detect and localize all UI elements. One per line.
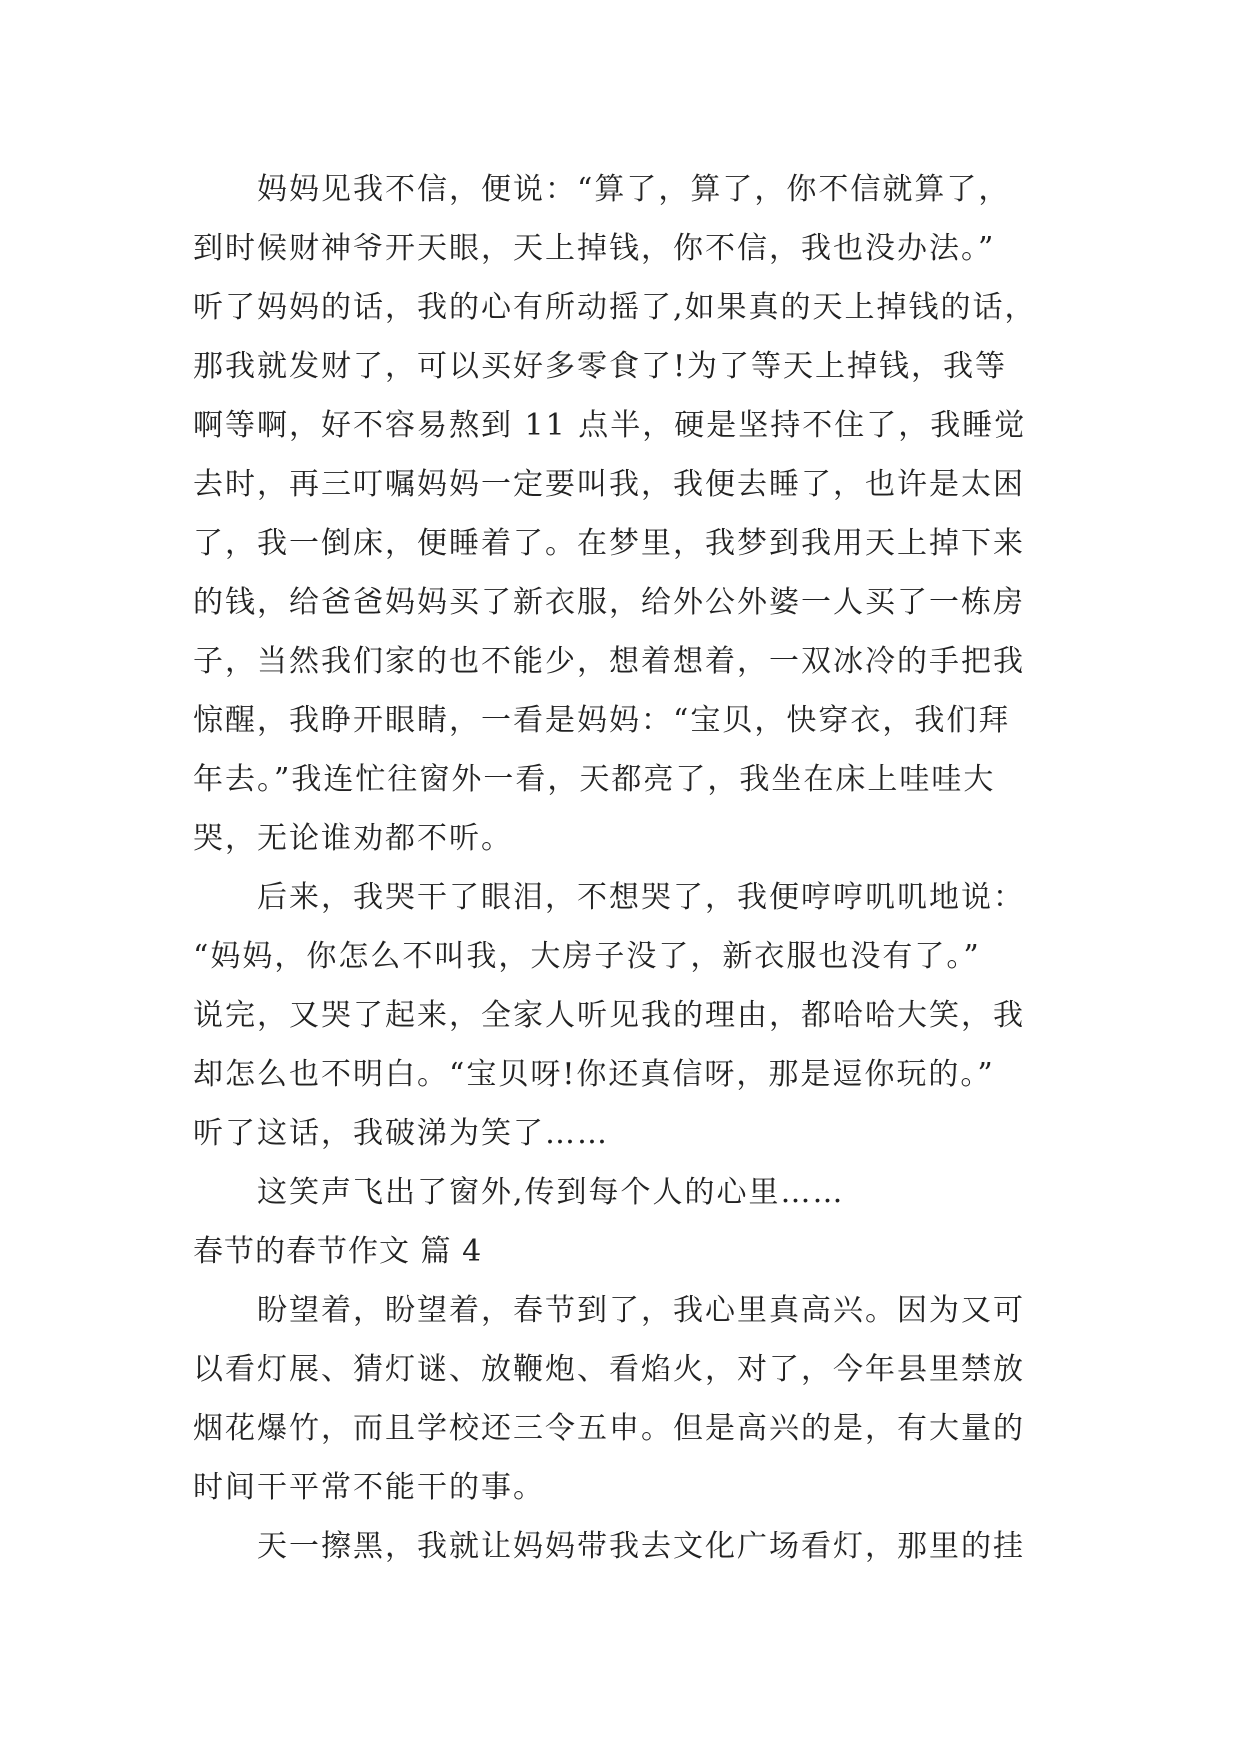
text-line: 年去。”我连忙往窗外一看，天都亮了，我坐在床上哇哇大 [193, 762, 996, 797]
article-body [193, 160, 1053, 1576]
text-line: 天一擦黑，我就让妈妈带我去文化广场看灯，那里的挂 [257, 1529, 1025, 1564]
text-line: 哭，无论谁劝都不听。 [193, 821, 513, 856]
text-line: 却怎么也不明白。“宝贝呀!你还真信呀，那是逗你玩的。” [193, 1057, 995, 1092]
text-line: 以看灯展、猜灯谜、放鞭炮、看焰火，对了，今年县里禁放 [193, 1352, 1025, 1387]
text-line: 听了这话，我破涕为笑了…… [193, 1116, 609, 1151]
text-line: 了，我一倒床，便睡着了。在梦里，我梦到我用天上掉下来 [193, 526, 1025, 561]
text-line: 妈妈见我不信，便说：“算了，算了，你不信就算了， [257, 172, 1011, 207]
text-line: “妈妈，你怎么不叫我，大房子没了，新衣服也没有了。” [193, 939, 981, 974]
text-line: 啊等啊，好不容易熬到 11 点半，硬是坚持不住了，我睡觉 [193, 408, 1027, 443]
section-heading: 春节的春节作文 篇 4 [193, 1234, 483, 1269]
text-line: 说完，又哭了起来，全家人听见我的理由，都哈哈大笑，我 [193, 998, 1025, 1033]
text-line: 盼望着，盼望着，春节到了，我心里真高兴。因为又可 [257, 1293, 1025, 1328]
text-line: 惊醒，我睁开眼睛，一看是妈妈：“宝贝，快穿衣，我们拜 [193, 703, 1011, 738]
text-line: 听了妈妈的话，我的心有所动摇了,如果真的天上掉钱的话， [193, 290, 1037, 325]
text-line: 后来，我哭干了眼泪，不想哭了，我便哼哼叽叽地说： [257, 880, 1025, 915]
text-line: 的钱，给爸爸妈妈买了新衣服，给外公外婆一人买了一栋房 [193, 585, 1025, 620]
text-line: 那我就发财了，可以买好多零食了!为了等天上掉钱，我等 [193, 349, 1008, 384]
text-line: 时间干平常不能干的事。 [193, 1470, 545, 1505]
text-line: 到时候财神爷开天眼，天上掉钱，你不信，我也没办法。” [193, 231, 996, 266]
text-line: 去时，再三叮嘱妈妈一定要叫我，我便去睡了，也许是太困 [193, 467, 1025, 502]
text-line: 这笑声飞出了窗外,传到每个人的心里…… [257, 1175, 845, 1210]
text-line: 烟花爆竹，而且学校还三令五申。但是高兴的是，有大量的 [193, 1411, 1025, 1446]
text-line: 子，当然我们家的也不能少，想着想着，一双冰冷的手把我 [193, 644, 1025, 679]
